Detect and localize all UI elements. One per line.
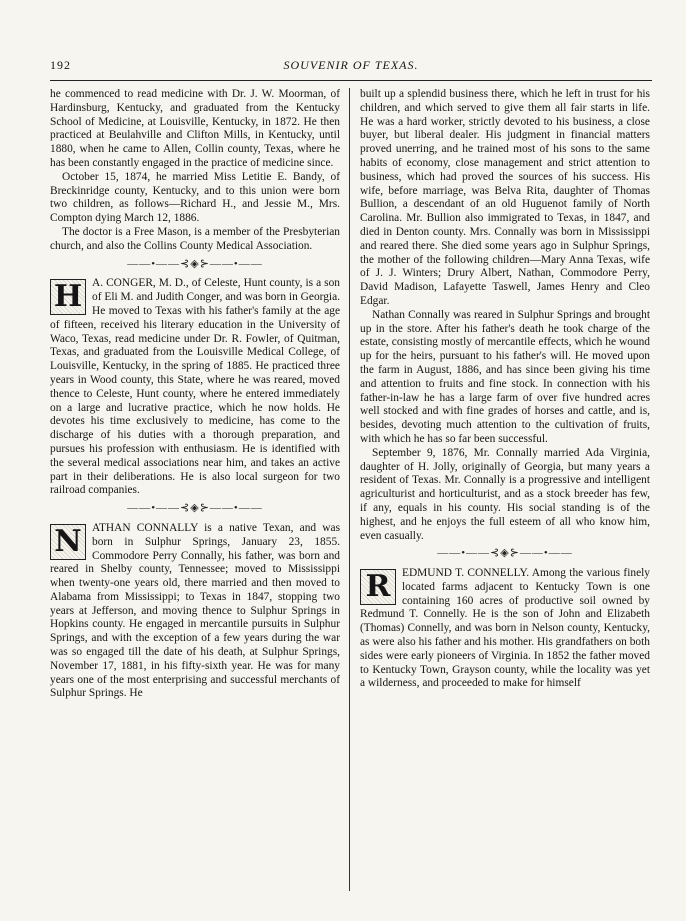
right-column [360,88,650,691]
paragraph: September 9, 1876, Mr. Connally married Ada Virginia, daughter of H. Jolly, originally of Georgia, but many years a resident of Texas. Mr. Connally is a progressive and intelligent agriculturist and horticulturist, and as a stock breeder has few, if any, equals in his county. His social standing is of the highest, and he enjoys the full esteem of all who know him, even casually. [360,446,650,542]
section-ornament: ——•——⊰◈⊱——•—— [437,547,573,560]
section-ornament: ——•——⊰◈⊱——•—— [127,257,263,270]
biography-text: EDMUND T. CONNELLY. Among the various finely located farms adjacent to Kentucky Town is one containing 160 acres of productive soil owned by Redmund T. Connelly. He is the son of John and Elizabeth (Thomas) Connelly, and was born in Nelson county, Kentucky, as were also his father and his mother. His grandfathers on both sides were early pioneers of Virginia. In 1852 the father moved to Kentucky Town, Grayson county, while the locality was yet a wilderness, and proceeded to make for himself [360,567,650,690]
running-title: SOUVENIR OF TEXAS. [283,58,419,72]
paragraph: October 15, 1874, he married Miss Letitie E. Bandy, of Breckinridge county, Kentucky, and to this union were born two children, as follows—Richard H., and Jessie M., Mrs. Compton dying March 12, 1886. [50,170,340,225]
biography-text: A. CONGER, M. D., of Celeste, Hunt county, is a son of Eli M. and Judith Conger, and was born in Georgia. He moved to Texas with his father's family at the age of fifteen, received his literary education in the University of Waco, Texas, read medicine under Dr. R. Fowler, of Quitman, Texas, and graduated from the Louisville Medical College, of Louisville, Kentucky, in the spring of 1885. He practiced three years in Wood county, this State, where he was reared, moved thence to Celeste, Hunt county, where he entered immediately on a large and lucrative practice, which he now holds. He devotes his time exclusively to medicine, has come to the discharge of his duties with a thorough preparation, and pursues his profession with enthusiasm. He is identified with the several medical associations near him, and takes an active part in their deliberations. He is also local surgeon for two railroad companies. [50,277,340,497]
biography-conger [50,277,340,498]
paragraph: Nathan Connally was reared in Sulphur Springs and brought up in the store. After his father's death he took charge of the estate, consisting mostly of mercantile effects, which he wound up for the heirs, pursuant to his father's will. He moved upon the farm in August, 1886, and has since been giving his time and attention to fruits and fine stock. In connection with his father-in-law he has a large farm of over five hundred acres well stocked and with fine grades of horses and cattle, and is, besides, devoting much attention to the cultivation of fruits, with which he has so far been successful. [360,308,650,445]
paragraph: he commenced to read medicine with Dr. J. W. Moorman, of Hardinsburg, Kentucky, and graduated from the Kentucky School of Medicine, at Louisville, Kentucky, in 1872. He then practiced at Beulahville and Clifton Mills, in Kentucky, until 1880, when he came to Allen, Collin county, Texas, where he has been constantly engaged in the practice of medicine since. [50,88,340,169]
drop-cap: N [50,524,86,560]
biography-text: ATHAN CONNALLY is a native Texan, and was born in Sulphur Springs, January 23, 1855. Commodore Perry Connally, his father, was born and reared in Shelby county, Tennessee; moved to Mississippi when twenty-one years old, there married and then moved to Alabama from Mississippi; to Texas in 1847, stopping two years at Jefferson, and moving thence to Sulphur Springs in Hopkins county. He engaged in mercantile pursuits in Sulphur Springs, and with the exception of a few years during the war was so engaged till the date of his death, at Sulphur Springs, November 17, 1881, in his fifty-sixth year. He was for many years one of the most enterprising and successful merchants of Sulphur Springs. He [50,521,340,700]
biography-connally [50,522,340,701]
section-ornament: ——•——⊰◈⊱——•—— [127,502,263,515]
paragraph: The doctor is a Free Mason, is a member of the Presbyterian church, and also the Collins County Medical Association. [50,225,340,252]
drop-cap: R [360,569,396,605]
header-rule [50,80,652,81]
biography-redmund [360,567,650,691]
text-columns [50,88,652,911]
left-column [50,88,340,701]
page-number: 192 [50,58,71,72]
drop-cap: H [50,279,86,315]
paragraph: built up a splendid business there, which he left in trust for his children, and which served to give them all fair starts in life. He was a hard worker, strictly devoted to his business, a close buyer, but liberal dealer. His judgment in financial matters proved unerring, and he trained most of his sons to the same habits of economy, close management and strict attention to business, which had proved the sources of his success. His wife, before marriage, was Belva Rita, daughter of Thomas Bullion, a descendant of an old Huguenot family of North Carolina. Mr. Bullion also immigrated to Texas, in 1847, and died in Denton county. Mrs. Connally was born in Mississippi and reared there. She died some years ago in Sulphur Springs, the mother of the following children—Mary Anna Texas, wife of J. J. Winters; Drury Albert, Nathan, Commodore Perry, David Madison, Lafayette Taswell, James Henry and Cleo Edgar. [360,88,650,307]
page-header [50,58,652,74]
column-divider [349,88,350,891]
